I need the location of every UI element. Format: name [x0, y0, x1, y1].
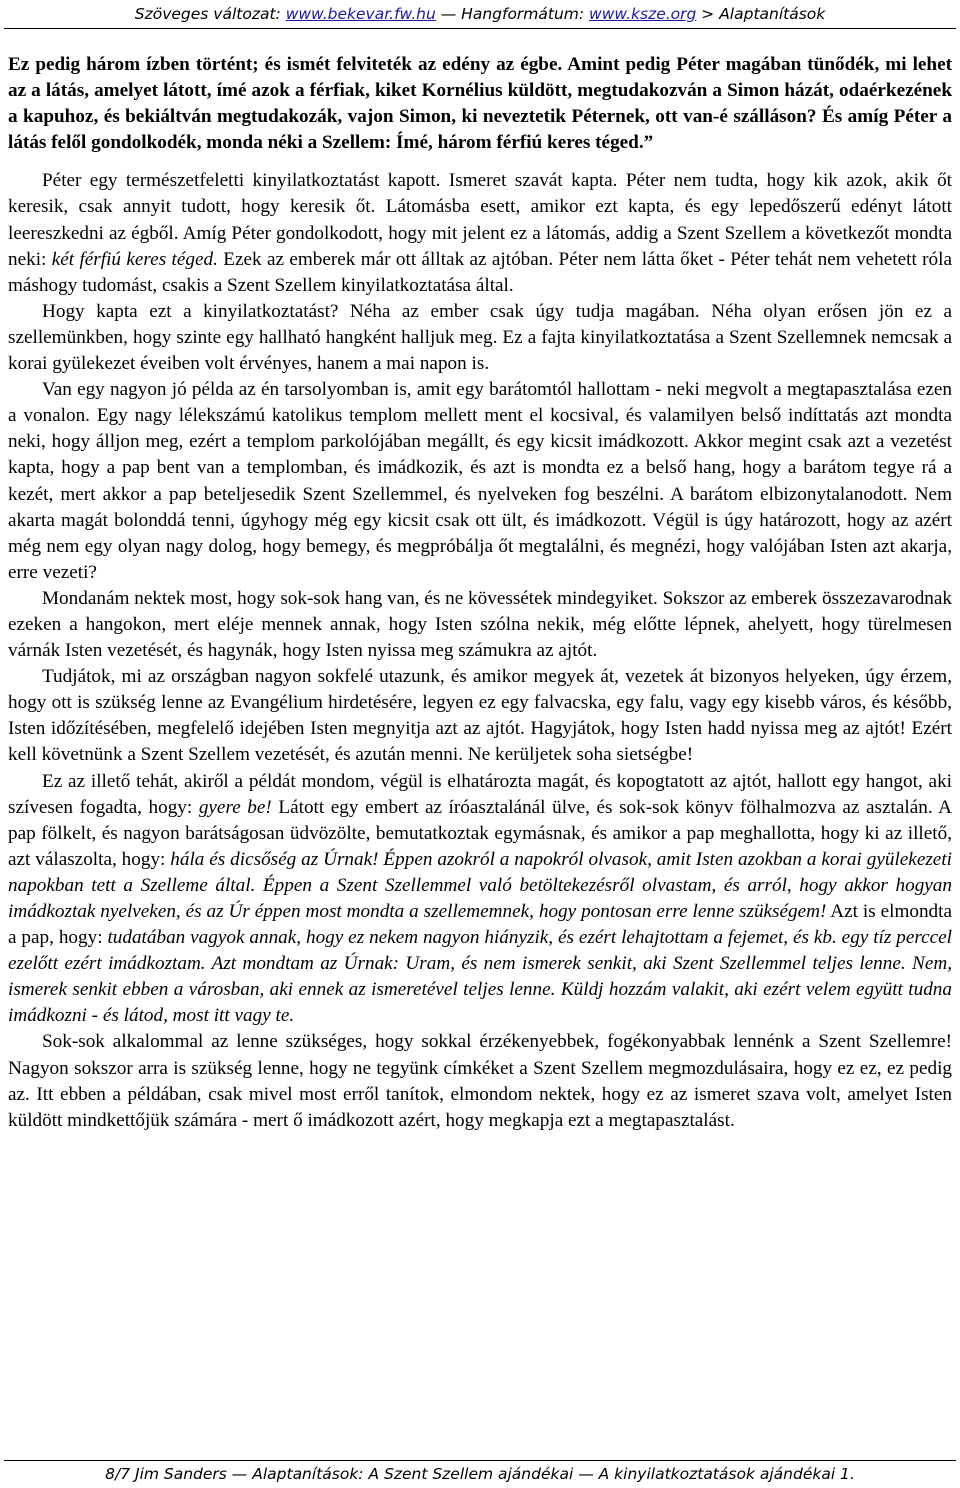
paragraph-1 [8, 168, 952, 298]
paragraph-2: Hogy kapta ezt a kinyilatkoztatást? Néha az ember csak úgy tudja magában. Néha olyan erősen jön ez a szellemünkben, hogy szinte egy hallható hangként halljuk meg. Ez a fajta kinyilatkoztatása a Szent Szellemnek nemcsak a korai gyülekezet éveiben volt érvényes, hanem a mai napon is. [8, 300, 952, 375]
p6-italic-2: hála és dicsőség az Úrnak! Éppen azokról a napokról olvasok, amit Isten azokban a korai gyülekezeti napokban tett a Szelleme által. Éppen a Szent Szellemmel való betöltekezésről olvastam, és arról, hogy akkor hogyan imádkoztak nyelveken, és az Úr éppen most mondta a szellememnek, hogy pontosan erre lenne szükségem! [8, 848, 952, 922]
bekevar-link[interactable]: www.bekevar.fw.hu [285, 5, 436, 23]
page-footer [4, 1460, 956, 1487]
p1-italic: két férfiú keres téged. [51, 248, 218, 270]
paragraph-3: Van egy nagyon jó példa az én tarsolyomban is, amit egy barátomtól hallottam - neki megvolt a megtapasztalása ezen a vonalon. Egy nagy lélekszámú katolikus templom mellett ment el kocsival, és valamilyen belső indíttatás azt mondta neki, hogy álljon meg, ezért a templom parkolójában megállt, és egy kicsit imádkozott. Akkor megint csak azt a vezetést kapta, hogy a pap bent van a templomban, és imádkozik, és azt is mondta ez a belső hang, hogy a barátom tegye rá a kezét, mert akkor a pap beteljesedik Szent Szellemmel, és nyelveken fog beszélni. A barátom elbizonytalanodott. Nem akarta magát bolonddá tenni, úgyhogy még egy kicsit csak ott ült, és imádkozott. Végül is úgy határozott, hogy az azért még nem egy olyan nagy dolog, hogy bemegy, és megpróbálja őt megtalálni, és megnézi, hogy valójában Isten azt akarja, erre vezeti? [8, 379, 952, 583]
p6-text-a: Ez az illető tehát, akiről a példát mondom, végül is elhatározta magát, és kopogtatott az ajtót, hallott egy hangot, aki szívesen fogadta, hogy: [8, 770, 952, 818]
p6-italic-3: tudatában vagyok annak, hogy ez nekem nagyon hiányzik, és ezért lehajtottam a fejemet, és kb. egy tíz perccel ezelőtt ezért imádkoztam. Azt mondtam az Úrnak: Uram, és nem ismerek senkit, aki Szent Szellemmel teljes lenne. Nem, ismerek senkit ebben a városban, aki ennek az ismeretével teljes lenne. Küldj hozzám valakit, aki ezért velem együtt tudna imádkozni - és látod, most itt vagy te. [8, 927, 952, 1027]
page-header [4, 2, 956, 29]
footer-text: 8/7 Jim Sanders — Alaptanítások: A Szent Szellem ajándékai — A kinyilatkoztatások ajándékai 1. [105, 1465, 855, 1483]
p6-text-c: Azt is elmondta a pap, hogy: [8, 901, 952, 949]
p6-italic-1: gyere be! [198, 796, 272, 818]
header-suffix: > Alaptanítások [696, 5, 826, 23]
paragraph-6 [8, 769, 952, 1030]
p1-text-b: Ezek az emberek már ott álltak az ajtóban. Péter nem látta őket - Péter tehát nem vehetett róla máshogy tudomást, csakis a Szent Szellem kinyilatkoztatása által. [8, 248, 952, 296]
body-text [8, 52, 952, 1134]
p1-text-a: Péter egy természetfeletti kinyilatkoztatást kapott. Ismeret szavát kapta. Péter nem tudta, hogy kik azok, akik őt keresik, csak annyit tudott, hogy keresik őt. Látomásba esett, amikor ezt kapta, és egy lepedőszerű edényt látott leereszkedni az égből. Amíg Péter gondolkodott, hogy mit jelent ez a látomás, addig a Szent Szellem a következőt mondta neki: [8, 170, 952, 270]
header-middle: — Hangformátum: [435, 5, 590, 23]
ksze-link[interactable]: www.ksze.org [589, 5, 697, 23]
paragraph-5: Tudjátok, mi az országban nagyon sokfelé utazunk, és amikor megyek át, vezetek át bizonyos helyeken, úgy érzem, hogy ott is szükség lenne az Evangélium hirdetésére, legyen ez egy falvacska, egy falu, vagy egy kisebb város, és később, Isten időzítésében, megfelelő idejében Isten megnyitja azt az ajtót. Hagyjátok, hogy Isten hadd nyissa meg az ajtót! Ezért kell követnünk a Szent Szellem vezetését, és azután menni. Ne kerüljetek soha sietségbe! [8, 666, 952, 766]
paragraph-4: Mondanám nektek most, hogy sok-sok hang van, és ne kövessétek mindegyiket. Sokszor az emberek összezavarodnak ezeken a hangokon, mert eléje mennek annak, hogy Isten szólna nekik, még előtte lépnek, ahelyett, hogy türelmesen várnák Isten vezetését, és hagynák, hogy Isten nyissa meg számukra az ajtót. [8, 587, 952, 662]
bible-quote: Ez pedig három ízben történt; és ismét felviteték az edény az égbe. Amint pedig Péter magában tünődék, mi lehet az a látás, amelyet látott, ímé azok a férfiak, kiket Kornélius küldött, megtudakozván a Simon házát, odaérkezének a kapuhoz, és bekiáltván megtudakozák, vajon Simon, ki neveztetik Péternek, ott van-é szálláson? És amíg Péter a látás felől gondolkodék, monda néki a Szellem: Ímé, három férfiú keres téged.” [8, 54, 952, 154]
header-prefix: Szöveges változat: [134, 5, 286, 23]
p6-text-b: Látott egy embert az íróasztalánál ülve, és sok-sok könyv fölhalmozva az asztalán. A pap fölkelt, és nagyon barátságosan üdvözölte, bemutatkoztak egymásnak, és amikor a pap meghallotta, hogy ki az illető, azt válaszolta, hogy: [8, 796, 952, 870]
paragraph-7: Sok-sok alkalommal az lenne szükséges, hogy sokkal érzékenyebbek, fogékonyabbak lennénk a Szent Szellemre! Nagyon sokszor arra is szükség lenne, hogy ne tegyünk címkéket a Szent Szellem megmozdulásaira, hogy ez ez, ez pedig az. Itt ebben a példában, csak mivel most erről tanítok, elmondom nektek, hogy ez az ismeret szava volt, amelyet Isten küldött mindkettőjük számára - mert ő imádkozott azért, hogy megkapja ezt a megtapasztalást. [8, 1031, 952, 1131]
